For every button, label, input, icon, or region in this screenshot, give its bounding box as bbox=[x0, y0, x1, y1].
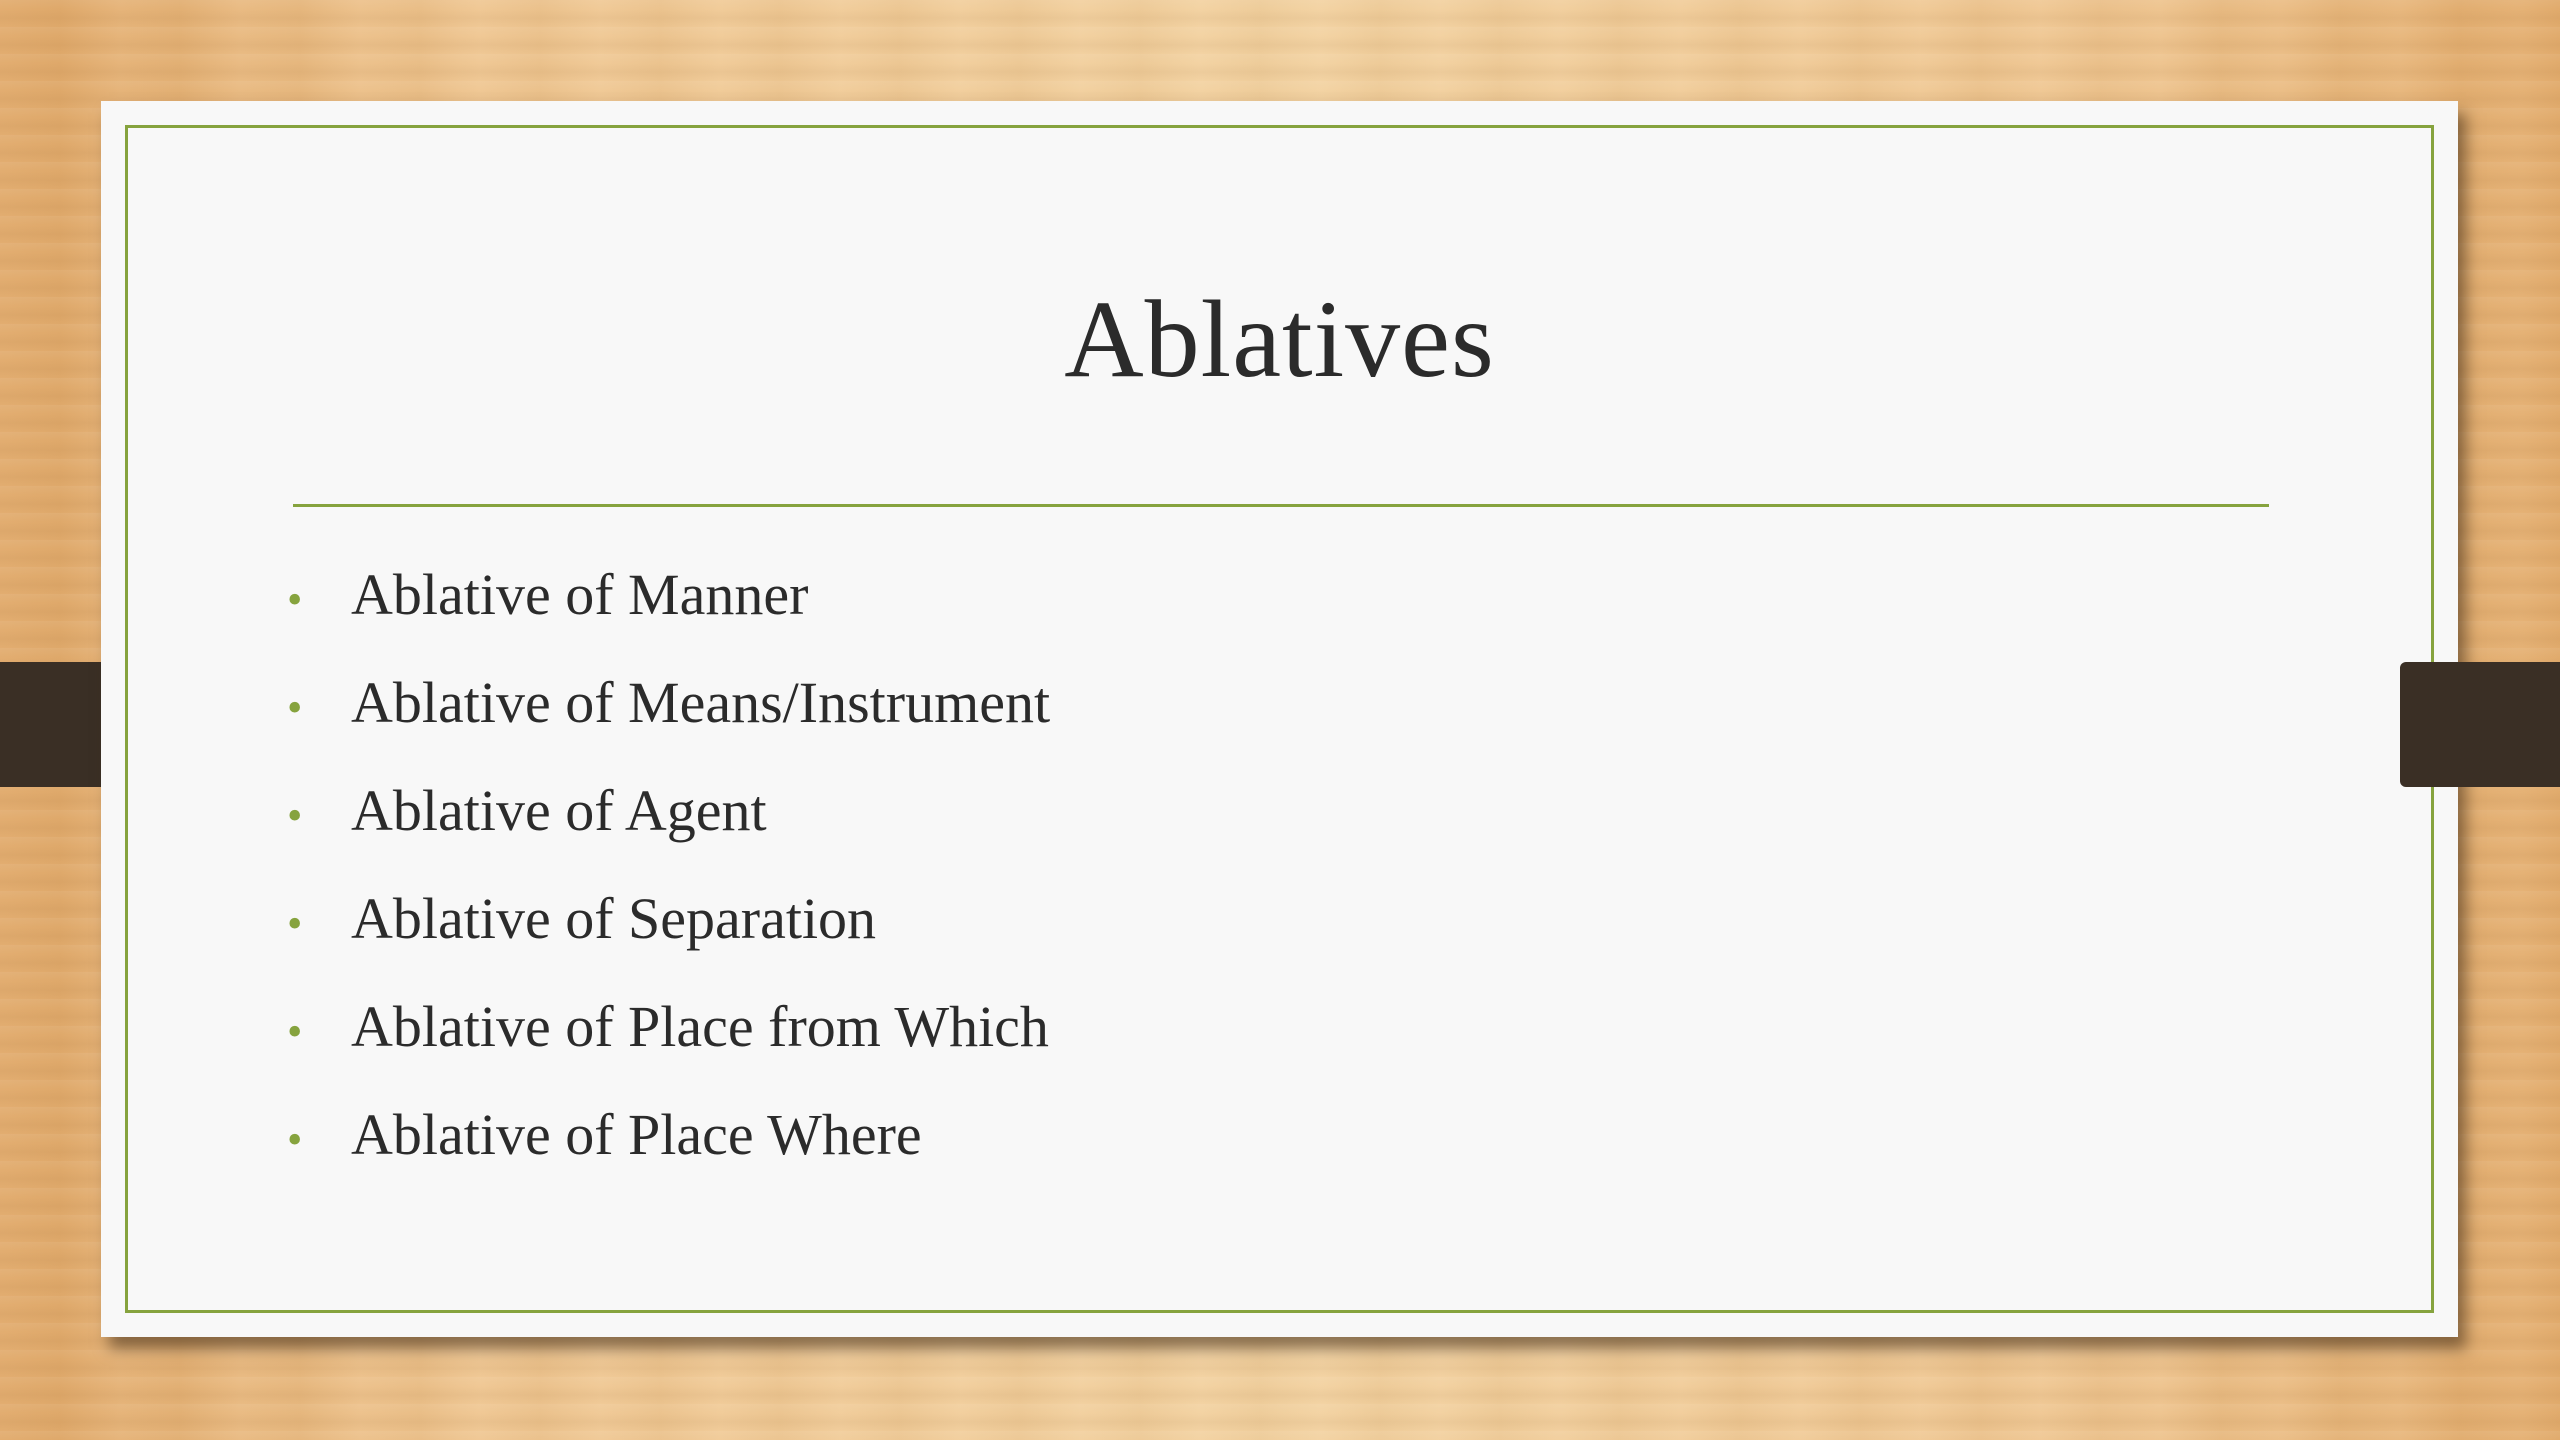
bullet-icon: • bbox=[287, 575, 303, 624]
bullet-text: Ablative of Means/Instrument bbox=[351, 670, 1051, 735]
bullet-icon: • bbox=[287, 1007, 303, 1056]
binder-clip-right bbox=[2400, 662, 2560, 787]
list-item bbox=[287, 649, 1051, 757]
bullet-text: Ablative of Place from Which bbox=[351, 994, 1049, 1059]
list-item bbox=[287, 541, 1050, 649]
bullet-text: Ablative of Separation bbox=[351, 886, 877, 951]
slide bbox=[101, 101, 2458, 1337]
bullet-text: Ablative of Agent bbox=[351, 778, 767, 843]
list-item bbox=[287, 973, 1050, 1081]
bullet-icon: • bbox=[287, 683, 303, 732]
bullet-text: Ablative of Manner bbox=[351, 562, 809, 627]
list-item bbox=[287, 1081, 1050, 1189]
bullet-list bbox=[287, 541, 1051, 1189]
bullet-icon: • bbox=[287, 791, 303, 840]
slide-title: Ablatives bbox=[1064, 278, 1495, 400]
title-divider bbox=[293, 504, 2269, 507]
list-item bbox=[287, 865, 1050, 973]
list-item bbox=[287, 757, 1050, 865]
bullet-icon: • bbox=[287, 1115, 303, 1164]
bullet-icon: • bbox=[287, 899, 303, 948]
bullet-text: Ablative of Place Where bbox=[351, 1102, 922, 1167]
